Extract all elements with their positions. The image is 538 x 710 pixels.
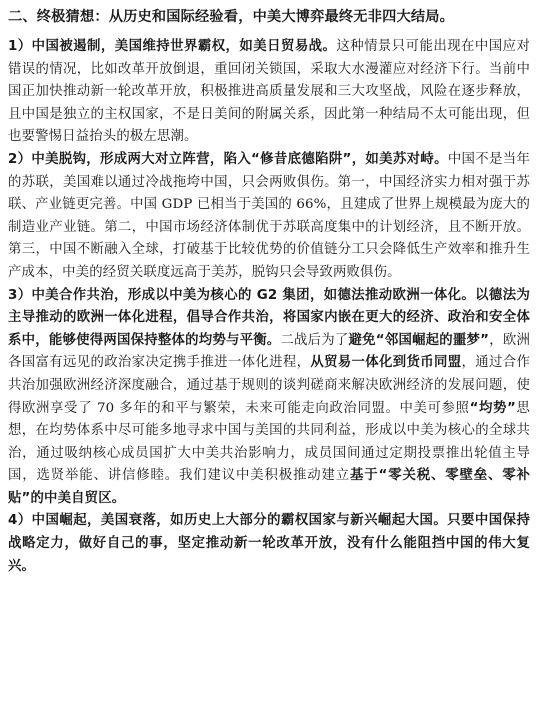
section-heading: 二、终极猜想：从历史和国际经验看，中美大博弈最终无非四大结局。 [8, 9, 455, 25]
scenario-3-body-3: ，通过合作共治加强欧洲经济深度融合，通过基于规则的谈判磋商来解决欧洲经济的发展问题，使得欧洲享受了 70 多年的和平与繁荣，未来可能走向政治同盟。中美可参照 [8, 355, 531, 416]
scenario-2-title: 2）中美脱钩，形成两大对立阵营，陷入“修昔底德陷阱”，如美苏对峙。 [8, 151, 448, 167]
scenario-3-title: 3）中美合作共治，形成以中美为核心的 G2 集团，如德法推动欧洲一体化。以德法为主导推动的欧洲一体化进程，倡导合作共治，将国家内嵌在更大的经济、政治和安全体系中，能够使得两国保持整体的均势与平衡。 [8, 287, 530, 348]
scenario-2-paragraph [8, 149, 530, 285]
scenario-1-title: 1）中国被遏制，美国维持世界霸权，如美日贸易战。 [8, 39, 337, 54]
scenario-3-emphasis-1: 避免“邻国崛起的噩梦” [348, 332, 490, 348]
scenario-1-body: 这种情景只可能出现在中国应对错误的情况，比如改革开放倒退，重回闭关锁国，采取大水漫灌应对经济下行。当前中国正加快推动新一轮改革开放，积极推进高质量发展和三大攻坚战，风险在逐步释放，且中国是独立的主权国家，不是日美间的附属关系，因此第一种结局不太可能出现，但也要警惕日益抬头的极左思潮。 [8, 39, 530, 145]
scenario-3-body-2: ，欧洲各国富有远见的政治家决定携手推进一体化进程， [8, 332, 530, 371]
scenario-3-emphasis-4: 基于“零关税、零壁垒、零补贴”的中美自贸区。 [8, 468, 530, 506]
scenario-2-body: 中国不是当年的苏联，美国难以通过冷战拖垮中国，只会两败俱伤。第一，中国经济实力相对强于苏联、产业链更完善。中国 GDP 已相当于美国的 66%，且建成了世界上规模最为庞大的制造业产业链。第二，中国市场经济体制优于苏联高度集中的计划经济，且不断开放。第三，中国不断融入全球，打破基于比较优势的价值链分工只会降低生产效率和推升生产成本，中美的经贸关联度远高于美苏，脱钩只会导致两败俱伤。 [8, 151, 530, 280]
scenario-3-body-4: 思想，在均势体系中尽可能多地寻求中国与美国的共同利益，形成以中美为核心的全球共治，通过吸纳核心成员国扩大中美共治影响力，成员国间通过定期投票推出轮值主导国，选贤举能、讲信修睦。我们建议中美积极推动建立 [8, 400, 530, 484]
scenario-3-body-1: 二战后为了 [280, 332, 349, 348]
scenario-3-emphasis-2: 从贸易一体化到货币同盟 [310, 355, 462, 371]
scenario-3-emphasis-3: “均势” [469, 400, 516, 416]
scenario-3-paragraph [8, 285, 530, 511]
scenario-1-paragraph [8, 36, 530, 149]
scenario-4-paragraph [8, 510, 530, 578]
scenario-4-title: 4）中国崛起，美国衰落，如历史上大部分的霸权国家与新兴崛起大国。只要中国保持战略定力，做好自己的事，坚定推动新一轮改革开放，没有什么能阻挡中国的伟大复兴。 [8, 513, 530, 574]
